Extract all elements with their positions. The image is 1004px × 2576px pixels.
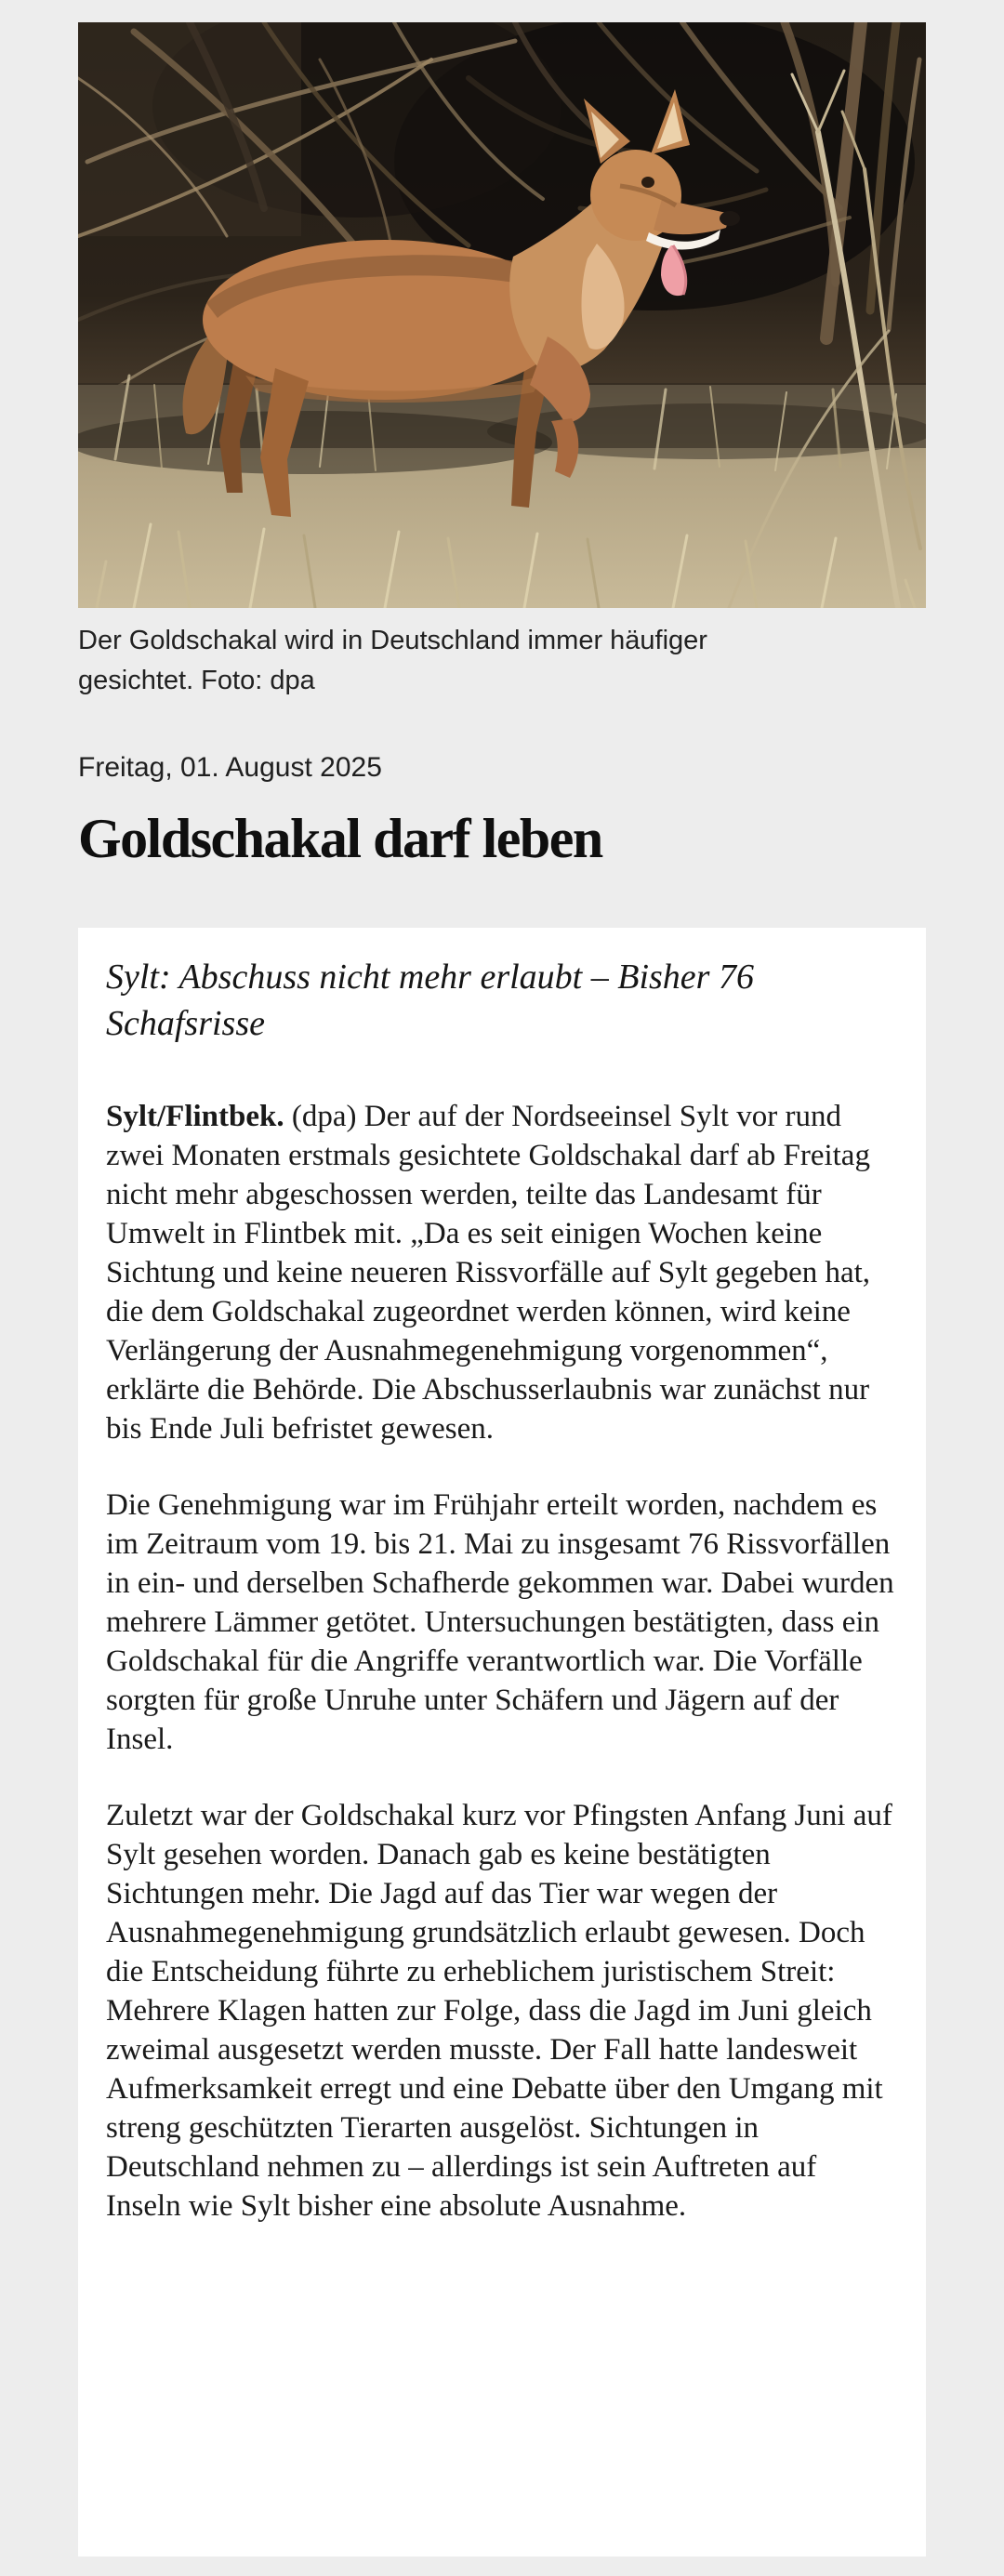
photo-caption: Der Goldschakal wird in Deutschland immer häufiger gesichtet. Foto: dpa	[78, 626, 707, 695]
article-photo	[78, 22, 926, 608]
paragraph-text: Die Genehmigung war im Frühjahr erteilt worden, nachdem es im Zeitraum vom 19. bis 21. Mai zu insgesamt 76 Rissvorfällen in ein- und derselben Schafherde gekommen war. Dabei wurden mehrere Lämmer getötet. Untersuchungen bestätigten, dass ein Goldschakal für die Angriffe verantwortlich war. Die Vorfälle sorgten für große Unruhe unter Schäfern und Jägern auf der Insel.	[106, 1488, 894, 1756]
article-date: Freitag, 01. August 2025	[78, 752, 382, 783]
article-card	[78, 928, 926, 2556]
article-subheadline: Sylt: Abschuss nicht mehr erlaubt – Bisher 76 Schafsrisse	[106, 958, 754, 1043]
article-paragraph	[106, 1796, 898, 2226]
golden-jackal-illustration	[78, 22, 926, 608]
paragraph-text: Zuletzt war der Goldschakal kurz vor Pfingsten Anfang Juni auf Sylt gesehen worden. Danach gab es keine bestätigten Sichtungen mehr. Die Jagd auf das Tier war wegen der Ausnahmegenehmigung grundsätzlich erlaubt gewesen. Doch die Entscheidung führte zu erheblichem juristischem Streit: Mehrere Klagen hatten zur Folge, dass die Jagd im Juni gleich zweimal ausgesetzt werden musste. Der Fall hatte landesweit Aufmerksamkeit erregt und eine Debatte über den Umgang mit streng geschützten Tierarten ausgelöst. Sichtungen in Deutschland nehmen zu – allerdings ist sein Auftreten auf Inseln wie Sylt bisher eine absolute Ausnahme.	[106, 1799, 892, 2223]
article-paragraph	[106, 1097, 898, 1448]
article-paragraph	[106, 1486, 898, 1759]
paragraph-text: (dpa) Der auf der Nordseeinsel Sylt vor rund zwei Monaten erstmals gesichtete Goldschakal darf ab Freitag nicht mehr abgeschossen werden, teilte das Landesamt für Umwelt in Flintbek mit. „Da es seit einigen Wochen keine Sichtung und keine neueren Rissvorfälle auf Sylt gegeben hat, die dem Goldschakal zugeordnet werden können, wird keine Verlängerung der Ausnahmegenehmigung vorgenommen“, erklärte die Behörde. Die Abschusserlaubnis war zunächst nur bis Ende Juli befristet gewesen.	[106, 1100, 871, 1446]
article-headline: Goldschakal darf leben	[78, 808, 602, 869]
article-body	[106, 1097, 898, 2226]
paragraph-lead: Sylt/Flintbek.	[106, 1100, 284, 1133]
